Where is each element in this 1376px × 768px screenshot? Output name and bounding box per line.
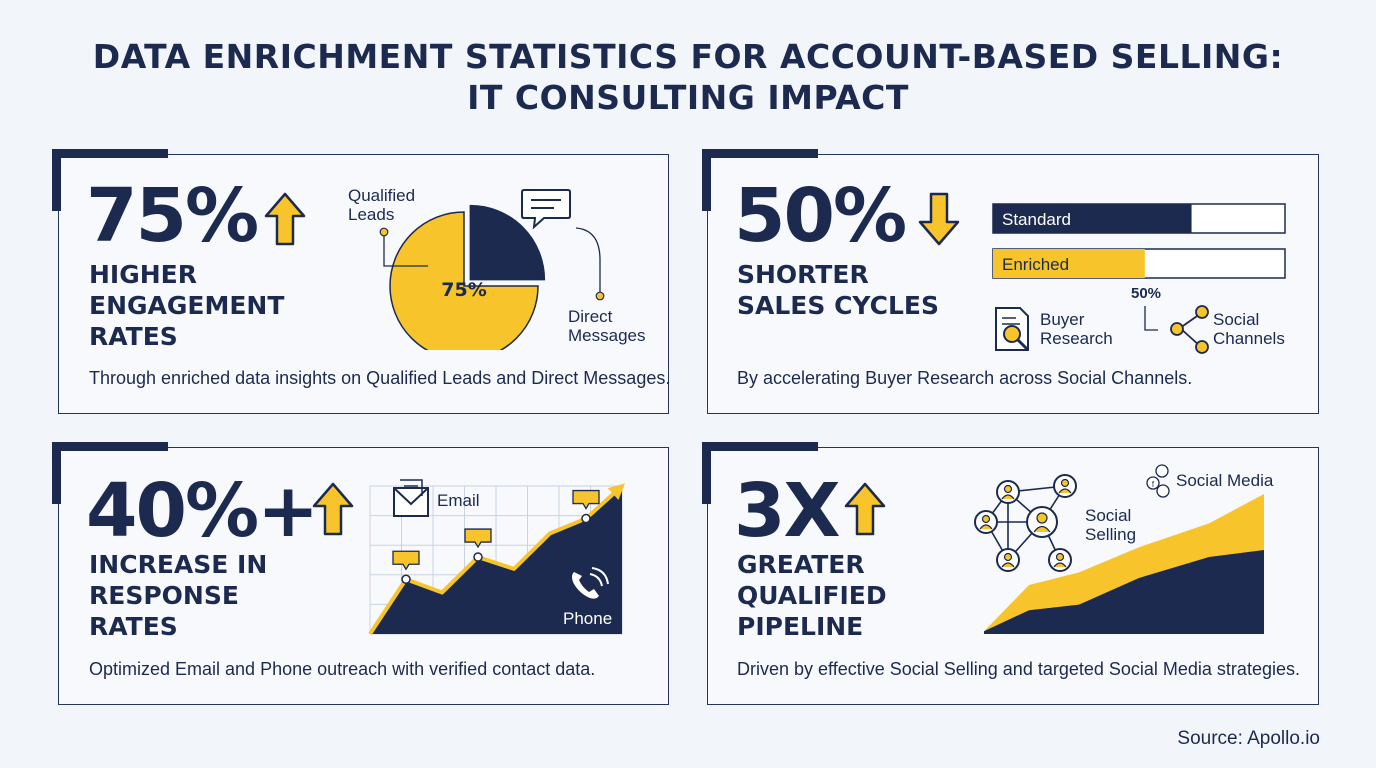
bar-label-enriched: Enriched <box>1002 255 1070 274</box>
pie-slices <box>390 206 544 350</box>
arrow-up-icon <box>844 482 886 536</box>
page-title <box>0 36 1376 118</box>
pie-data-label: 75% <box>441 279 487 301</box>
data-point <box>582 515 590 523</box>
label-buyer-research: Buyer Research <box>1040 310 1113 348</box>
message-bubble-icon <box>573 491 599 509</box>
source-credit: Source: Apollo.io <box>1177 728 1320 749</box>
slice-label-qualified: Qualified Leads <box>348 186 416 224</box>
annotation-connector <box>1145 306 1158 330</box>
description-pipeline: Driven by effective Social Selling and targeted Social Media strategies. <box>737 659 1300 679</box>
label-sales-cycle: SHORTER SALES CYCLES <box>737 260 939 320</box>
document-search-icon <box>996 308 1028 350</box>
slice-label-direct: Direct Messages <box>568 307 646 345</box>
label-phone: Phone <box>563 609 613 628</box>
connector-direct <box>576 228 600 294</box>
bar-label-standard: Standard <box>1002 210 1071 229</box>
arrow-down-icon <box>918 192 960 246</box>
data-point <box>402 575 410 583</box>
stat-sales-cycle: 50% <box>734 173 906 259</box>
share-network-icon <box>1171 306 1208 353</box>
stat-pipeline: 3X <box>734 468 839 554</box>
envelope-icon <box>394 480 428 516</box>
connector-dot <box>596 292 604 300</box>
card-corner <box>52 149 61 211</box>
svg-text:f: f <box>1151 480 1155 489</box>
card-corner <box>52 442 61 504</box>
arrow-up-icon <box>264 192 306 246</box>
message-bubble-icon <box>393 551 419 569</box>
label-pipeline: GREATER QUALIFIED PIPELINE <box>737 550 887 641</box>
arrow-up-icon <box>312 482 354 536</box>
message-bubble-icon <box>465 529 491 547</box>
title-line-1: DATA ENRICHMENT STATISTICS FOR ACCOUNT-BASED SELLING: <box>92 37 1284 76</box>
title-line-2: IT CONSULTING IMPACT <box>467 78 909 117</box>
card-corner <box>702 442 711 504</box>
label-social-selling: Social Selling <box>1085 506 1137 544</box>
label-social-channels: Social Channels <box>1213 310 1285 348</box>
description-sales-cycle: By accelerating Buyer Research across Social Channels. <box>737 368 1193 388</box>
description-engagement: Through enriched data insights on Qualified Leads and Direct Messages. <box>89 368 671 388</box>
label-engagement: HIGHER ENGAGEMENT RATES <box>89 260 285 351</box>
card-corner <box>702 149 711 211</box>
stat-engagement: 75% <box>86 173 258 259</box>
social-media-icon <box>1147 465 1169 497</box>
chat-bubble-icon <box>522 190 570 227</box>
label-response-rates: INCREASE IN RESPONSE RATES <box>89 550 268 641</box>
bar-annotation: 50% <box>1130 285 1162 302</box>
description-response-rates: Optimized Email and Phone outreach with verified contact data. <box>89 659 596 679</box>
data-point <box>474 553 482 561</box>
connector-dot <box>380 228 388 236</box>
card-corner <box>702 442 818 451</box>
label-email: Email <box>437 491 480 510</box>
card-corner <box>52 442 168 451</box>
stat-response-rates: 40%+ <box>86 468 318 554</box>
label-social-media: Social Media <box>1176 471 1274 490</box>
card-corner <box>702 149 818 158</box>
card-corner <box>52 149 168 158</box>
